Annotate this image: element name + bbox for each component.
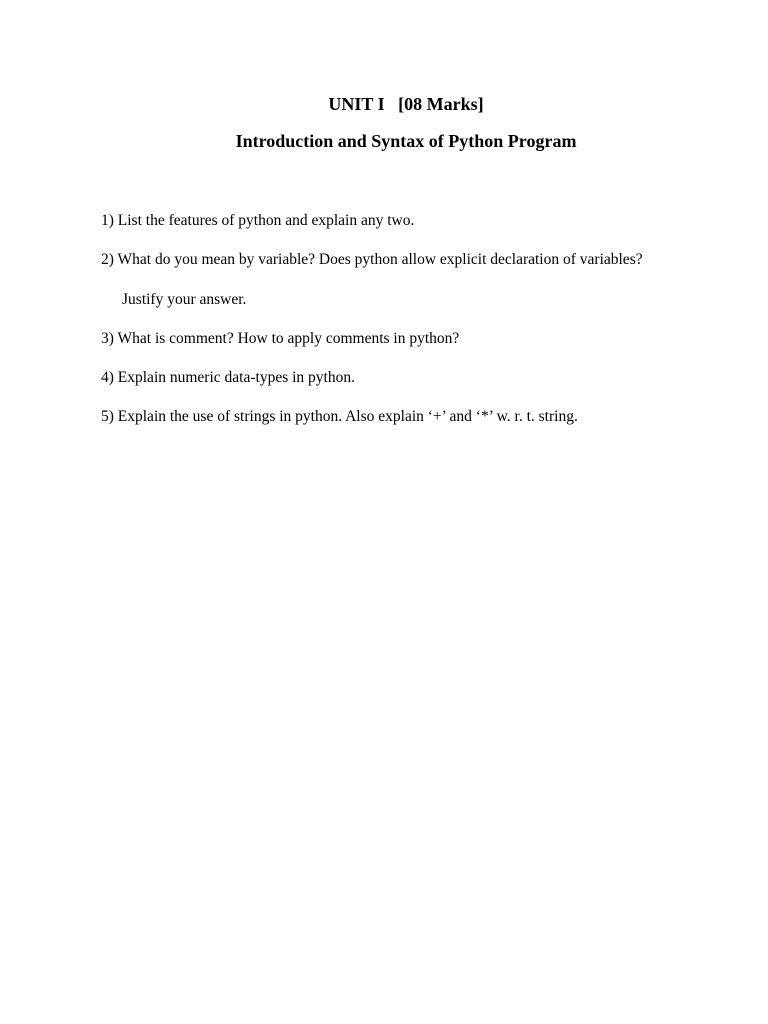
question-list bbox=[101, 210, 741, 446]
question-1: 1) List the features of python and explain any two. bbox=[101, 212, 415, 229]
question-2-continuation: Justify your answer. bbox=[122, 290, 247, 308]
question-5: 5) Explain the use of strings in python. Also explain ‘+’ and ‘*’ w. r. t. string. bbox=[101, 408, 578, 426]
question-4: 4) Explain numeric data-types in python. bbox=[101, 369, 355, 387]
unit-heading: UNIT I [08 Marks] bbox=[328, 94, 484, 114]
page-title: Introduction and Syntax of Python Program bbox=[235, 131, 577, 151]
question-2: 2) What do you mean by variable? Does python allow explicit declaration of variables? bbox=[101, 251, 643, 269]
question-3: 3) What is comment? How to apply comments in python? bbox=[101, 329, 460, 347]
